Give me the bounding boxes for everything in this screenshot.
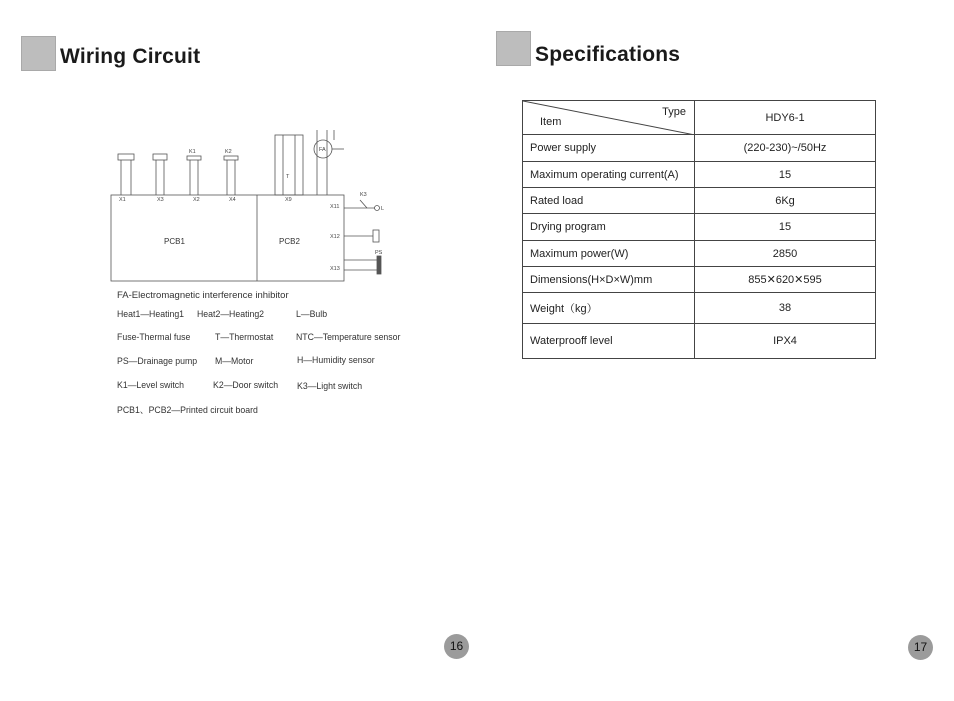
legend-k2: K2—Door switch — [213, 380, 279, 391]
legend-motor: M—Motor — [215, 356, 254, 367]
table-row — [523, 324, 876, 359]
label-l: L — [381, 206, 385, 212]
row-value: 15 — [695, 162, 876, 188]
label-pcb1: PCB1 — [164, 237, 185, 246]
table-row — [523, 214, 876, 241]
legend-fa: FA-Electromagnetic interference inhibitor — [117, 290, 289, 301]
table-row — [523, 162, 876, 188]
label-x13: X13 — [330, 266, 340, 272]
section-marker-square — [496, 31, 531, 66]
row-label: Rated load — [523, 188, 695, 214]
component-k1 — [187, 156, 201, 160]
label-x1: X1 — [119, 197, 126, 203]
legend-heat1: Heat1—Heating1 — [117, 309, 185, 320]
table-row — [523, 241, 876, 267]
component-heat — [275, 135, 303, 195]
header-item: Item — [540, 116, 562, 128]
component-motor — [153, 154, 167, 160]
component-fa — [118, 154, 134, 160]
row-label: Power supply — [523, 135, 695, 162]
row-label: Maximum power(W) — [523, 241, 695, 267]
row-value: (220-230)~/50Hz — [695, 135, 876, 162]
label-x9: X9 — [285, 197, 292, 203]
legend-k3: K3—Light switch — [297, 381, 363, 392]
row-label: Dimensions(H×D×W)mm — [523, 267, 695, 293]
row-value: 38 — [695, 293, 876, 324]
row-value: 855✕620✕595 — [695, 267, 876, 293]
row-value: 2850 — [695, 241, 876, 267]
page-number-left: 16 — [444, 634, 469, 659]
table-row — [523, 293, 876, 324]
specifications-title: Specifications — [535, 43, 681, 66]
label-k2: K2 — [225, 149, 232, 155]
row-value: 15 — [695, 214, 876, 241]
row-value: 6Kg — [695, 188, 876, 214]
component-humidity — [373, 230, 379, 242]
component-k2 — [224, 156, 238, 160]
page-number-right: 17 — [908, 635, 933, 660]
label-t: T — [286, 174, 290, 180]
legend-humidity: H—Humidity sensor — [297, 355, 375, 366]
legend-pump: PS—Drainage pump — [117, 356, 198, 367]
pcb-board-outline — [111, 195, 344, 281]
table-row — [523, 267, 876, 293]
row-label: Waterprooff level — [523, 324, 695, 359]
section-marker-square — [21, 36, 56, 71]
table-row — [523, 188, 876, 214]
legend-thermostat: T—Thermostat — [215, 332, 274, 343]
label-pcb2: PCB2 — [279, 237, 300, 246]
label-x4: X4 — [229, 197, 236, 203]
table-header-row — [523, 101, 876, 135]
component-pump — [377, 256, 381, 274]
legend-pcb: PCB1、PCB2—Printed circuit board — [117, 405, 258, 416]
specifications-table — [522, 100, 876, 359]
wiring-circuit-title: Wiring Circuit — [60, 45, 201, 68]
row-label: Drying program — [523, 214, 695, 241]
label-x12: X12 — [330, 234, 340, 240]
label-x11: X11 — [330, 204, 340, 210]
label-k3: K3 — [360, 192, 367, 198]
legend-k1: K1—Level switch — [117, 380, 185, 391]
table-row — [523, 135, 876, 162]
label-k1: K1 — [189, 149, 196, 155]
row-value: IPX4 — [695, 324, 876, 359]
row-label: Maximum operating current(A) — [523, 162, 695, 188]
header-type-item-cell — [523, 101, 695, 135]
label-fa: FA — [319, 147, 326, 153]
label-x2: X2 — [193, 197, 200, 203]
label-ps: PS — [375, 250, 383, 256]
wiring-diagram — [105, 120, 405, 290]
label-x3: X3 — [157, 197, 164, 203]
legend-bulb: L—Bulb — [296, 309, 328, 320]
model-cell: HDY6-1 — [695, 101, 876, 135]
legend-heat2: Heat2—Heating2 — [197, 309, 265, 320]
row-label: Weight（kg） — [523, 293, 695, 324]
legend-fuse: Fuse-Thermal fuse — [117, 332, 191, 343]
legend-ntc: NTC—Temperature sensor — [296, 332, 401, 343]
header-type: Type — [662, 106, 686, 118]
